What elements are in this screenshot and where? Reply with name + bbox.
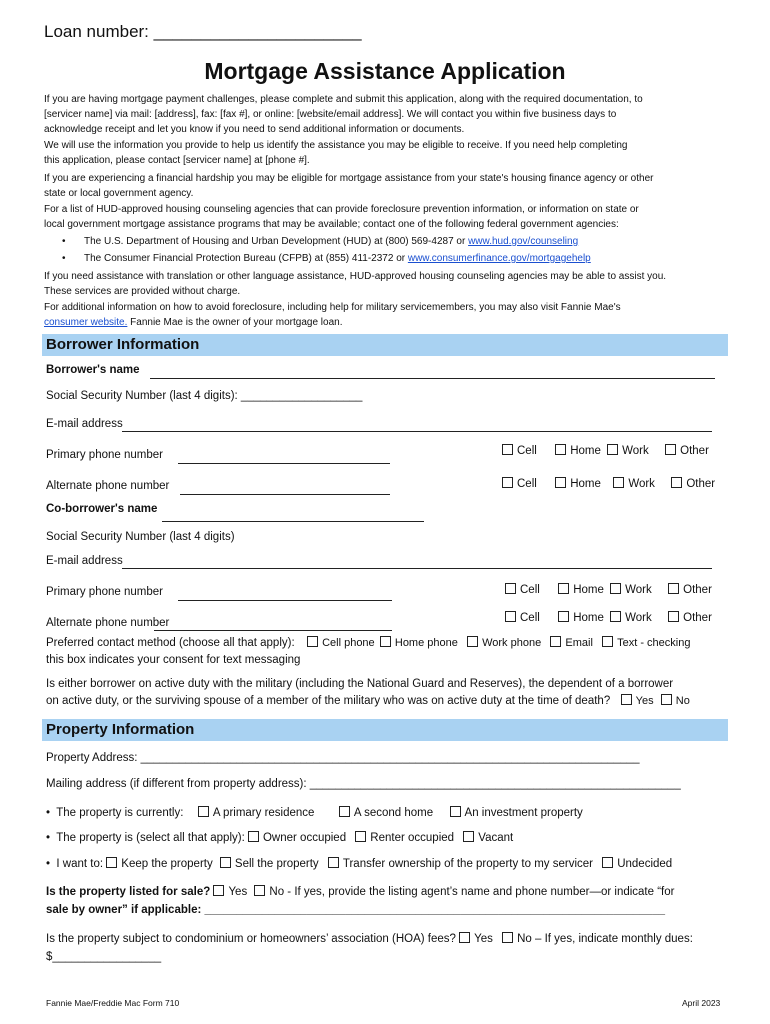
option-label: Yes <box>228 886 248 898</box>
intro-text-tail: Fannie Mae is the owner of your mortgage loan. <box>127 317 343 328</box>
work-checkbox[interactable] <box>610 611 621 622</box>
option-label: Work <box>625 584 652 596</box>
other-checkbox[interactable] <box>668 583 679 594</box>
option-label: Work <box>628 478 655 490</box>
option-label: Work phone <box>482 637 542 649</box>
cell-checkbox[interactable] <box>502 477 513 488</box>
intro-text: For additional information on how to avoid foreclosure, including help for military servicemembers, you may also visit Fannie Mae's <box>44 302 621 313</box>
option-label: Vacant <box>478 832 514 844</box>
military-yes-checkbox[interactable] <box>621 694 632 705</box>
intro-text: We will use the information you provide to help us identify the assistance you may be eligible to receive. If you need help completing <box>44 140 628 151</box>
option-label: Work <box>625 612 652 624</box>
alt-phone-field[interactable] <box>180 494 390 495</box>
section-title: Property Information <box>46 721 195 738</box>
preferred-contact-row <box>46 636 690 649</box>
alt-phone-label: Alternate phone number <box>46 480 170 492</box>
primary-phone-field[interactable] <box>178 463 390 464</box>
phone-type-group <box>505 583 712 596</box>
option-label: Email <box>565 637 593 649</box>
undecided-checkbox[interactable] <box>602 857 613 868</box>
phone-type-group <box>502 477 715 490</box>
military-question: Is either borrower on active duty with the military (including the National Guard and Reserves), the dependent of a borrower <box>46 678 674 690</box>
cell-checkbox[interactable] <box>505 611 516 622</box>
home-checkbox[interactable] <box>558 611 569 622</box>
option-label: Other <box>680 445 709 457</box>
option-label: No - If yes, provide the listing agent’s name and phone number—or indicate “for <box>269 886 675 898</box>
option-label: Home <box>570 478 601 490</box>
ssn-label: Social Security Number (last 4 digits): ___________________ <box>46 390 363 402</box>
co-email-field[interactable] <box>122 568 712 569</box>
bullet-icon: • <box>46 858 51 870</box>
email-label: E-mail address <box>46 418 123 430</box>
section-header-property <box>42 719 728 741</box>
email-field[interactable] <box>122 431 712 432</box>
hoa-question: Is the property subject to condominium or homeowners’ association (HOA) fees? <box>46 933 456 945</box>
hoa-yes-checkbox[interactable] <box>459 932 470 943</box>
option-label: Yes <box>474 933 493 945</box>
bullet-text: The Consumer Financial Protection Bureau (CFPB) at (855) 411-2372 or <box>84 253 408 264</box>
property-occupancy-row <box>46 831 513 844</box>
owner-occupied-checkbox[interactable] <box>248 831 259 842</box>
intro-text: state or local government agency. <box>44 188 194 199</box>
primary-phone-label: Primary phone number <box>46 449 163 461</box>
phone-type-group <box>505 611 712 624</box>
co-ssn-label: Social Security Number (last 4 digits) <box>46 531 235 543</box>
cfpb-link[interactable]: www.consumerfinance.gov/mortgagehelp <box>407 253 591 264</box>
transfer-ownership-checkbox[interactable] <box>328 857 339 868</box>
cell-checkbox[interactable] <box>505 583 516 594</box>
coborrower-name-label: Co-borrower's name <box>46 503 158 515</box>
option-label: Home <box>573 612 604 624</box>
intro-text <box>44 315 343 330</box>
cell-checkbox[interactable] <box>502 444 513 455</box>
option-label: Home <box>573 584 604 596</box>
co-alt-phone-label: Alternate phone number <box>46 617 170 629</box>
borrower-name-label: Borrower's name <box>46 364 140 376</box>
co-email-label: E-mail address <box>46 555 123 567</box>
home-phone-checkbox[interactable] <box>380 636 391 647</box>
bullet-text: The U.S. Department of Housing and Urban Development (HUD) at (800) 569-4287 or <box>84 236 469 247</box>
bullet-icon: • <box>62 253 66 264</box>
text-checkbox[interactable] <box>602 636 613 647</box>
intro-text: [servicer name] via mail: [address], fax: [fax #], or online: [website/email address]. We will contact you within five business days to <box>44 109 617 120</box>
bullet-item <box>84 251 591 266</box>
option-label: Other <box>686 478 716 490</box>
row-label: I want to: <box>56 858 104 870</box>
cell-phone-checkbox[interactable] <box>307 636 318 647</box>
second-home-checkbox[interactable] <box>339 806 350 817</box>
home-checkbox[interactable] <box>555 477 566 488</box>
option-label: A second home <box>353 807 434 819</box>
option-label: Yes <box>635 695 654 707</box>
option-label: Renter occupied <box>370 832 455 844</box>
email-checkbox[interactable] <box>550 636 561 647</box>
intro-text: These services are provided without charge. <box>44 286 241 297</box>
option-label: Keep the property <box>121 858 213 870</box>
intro-text: For a list of HUD-approved housing counseling agencies that can provide foreclosure prevention information, or information on state or <box>44 204 639 215</box>
option-label: Cell <box>520 612 540 624</box>
intro-text: If you are experiencing a financial hardship you may be eligible for mortgage assistance from your state's housing finance agency or other <box>44 173 654 184</box>
option-label: Sell the property <box>234 858 319 870</box>
home-checkbox[interactable] <box>555 444 566 455</box>
row-label: The property is currently: <box>56 807 184 819</box>
option-label: Cell phone <box>322 637 375 649</box>
bullet-icon: • <box>46 832 51 844</box>
listing-agent-label: sale by owner” if applicable: ________________________________________________________________________ <box>46 904 665 916</box>
primary-residence-checkbox[interactable] <box>198 806 209 817</box>
vacant-checkbox[interactable] <box>463 831 474 842</box>
co-primary-phone-field[interactable] <box>178 600 392 601</box>
text-consent-note: this box indicates your consent for text messaging <box>46 654 301 666</box>
work-phone-checkbox[interactable] <box>467 636 478 647</box>
option-label: Home <box>570 445 601 457</box>
military-question-text: on active duty, or the surviving spouse of a member of the military who was on active duty at the time of death? <box>46 695 611 707</box>
sell-property-checkbox[interactable] <box>220 857 231 868</box>
page-title: Mortgage Assistance Application <box>204 58 566 84</box>
for-sale-yes-checkbox[interactable] <box>213 885 224 896</box>
footer-date: April 2023 <box>682 998 721 1008</box>
bullet-item <box>84 234 578 249</box>
option-label: An investment property <box>464 807 583 819</box>
home-checkbox[interactable] <box>558 583 569 594</box>
option-label: Other <box>683 612 712 624</box>
intro-text: this application, please contact [servicer name] at [phone #]. <box>44 155 310 166</box>
renter-occupied-checkbox[interactable] <box>355 831 366 842</box>
option-label: Work <box>622 445 649 457</box>
option-label: Home phone <box>394 637 458 649</box>
intro-text: local government mortgage assistance programs that may be available; contact one of the following federal government agencies: <box>44 219 619 230</box>
hoa-row <box>46 932 693 945</box>
co-primary-phone-label: Primary phone number <box>46 586 163 598</box>
property-address-label: Property Address: ______________________________________________________________________________ <box>46 752 640 764</box>
section-title: Borrower Information <box>46 336 200 353</box>
borrower-name-field[interactable] <box>150 378 715 379</box>
option-label: Transfer ownership of the property to my servicer <box>342 858 593 870</box>
bullet-icon: • <box>62 236 66 247</box>
option-label: Other <box>683 584 712 596</box>
keep-property-checkbox[interactable] <box>106 857 117 868</box>
option-label: Undecided <box>617 858 673 870</box>
other-checkbox[interactable] <box>671 477 682 488</box>
bullet-icon: • <box>46 807 51 819</box>
consumer-website-link[interactable]: consumer website. <box>44 317 128 328</box>
co-alt-phone-field[interactable] <box>154 630 392 631</box>
row-label: The property is (select all that apply): <box>56 832 245 844</box>
hud-link[interactable]: www.hud.gov/counseling <box>468 236 579 247</box>
footer-form-name: Fannie Mae/Freddie Mac Form 710 <box>46 998 180 1008</box>
for-sale-row <box>46 885 674 898</box>
military-no-checkbox[interactable] <box>661 694 672 705</box>
option-label: Cell <box>520 584 540 596</box>
option-label: A primary residence <box>212 807 315 819</box>
work-checkbox[interactable] <box>607 444 618 455</box>
coborrower-name-field[interactable] <box>162 521 424 522</box>
option-label: Owner occupied <box>262 832 347 844</box>
work-checkbox[interactable] <box>613 477 624 488</box>
option-label: Text - checking <box>617 637 691 649</box>
option-label: No – If yes, indicate monthly dues: <box>517 933 693 945</box>
listing-agent-field[interactable] <box>46 904 665 916</box>
mailing-address-label: Mailing address (if different from property address): __________________________________________________________ <box>46 778 681 790</box>
option-label: Cell <box>517 478 537 490</box>
intro-text: If you need assistance with translation or other language assistance, HUD-approved housing counseling agencies may be able to assist you. <box>44 271 667 282</box>
preferred-contact-label: Preferred contact method (choose all that apply): <box>46 637 295 649</box>
other-checkbox[interactable] <box>665 444 676 455</box>
phone-type-group <box>502 444 709 457</box>
work-checkbox[interactable] <box>610 583 621 594</box>
option-label: No <box>675 695 690 707</box>
intent-row <box>46 857 672 870</box>
for-sale-no-checkbox[interactable] <box>254 885 265 896</box>
intro-text: If you are having mortgage payment challenges, please complete and submit this application, along with the required documentation, to <box>44 94 643 105</box>
hoa-no-checkbox[interactable] <box>502 932 513 943</box>
other-checkbox[interactable] <box>668 611 679 622</box>
section-header-borrower <box>42 334 728 356</box>
property-currently-row <box>46 806 583 819</box>
option-label: Cell <box>517 445 537 457</box>
intro-text: acknowledge receipt and let you know if you need to send additional information or documents. <box>44 124 465 135</box>
military-question <box>46 694 690 707</box>
investment-property-checkbox[interactable] <box>450 806 461 817</box>
loan-number-label: Loan number: ______________________ <box>44 22 362 41</box>
hoa-dues-field[interactable]: $_________________ <box>46 951 162 963</box>
for-sale-question: Is the property listed for sale? <box>46 886 211 898</box>
